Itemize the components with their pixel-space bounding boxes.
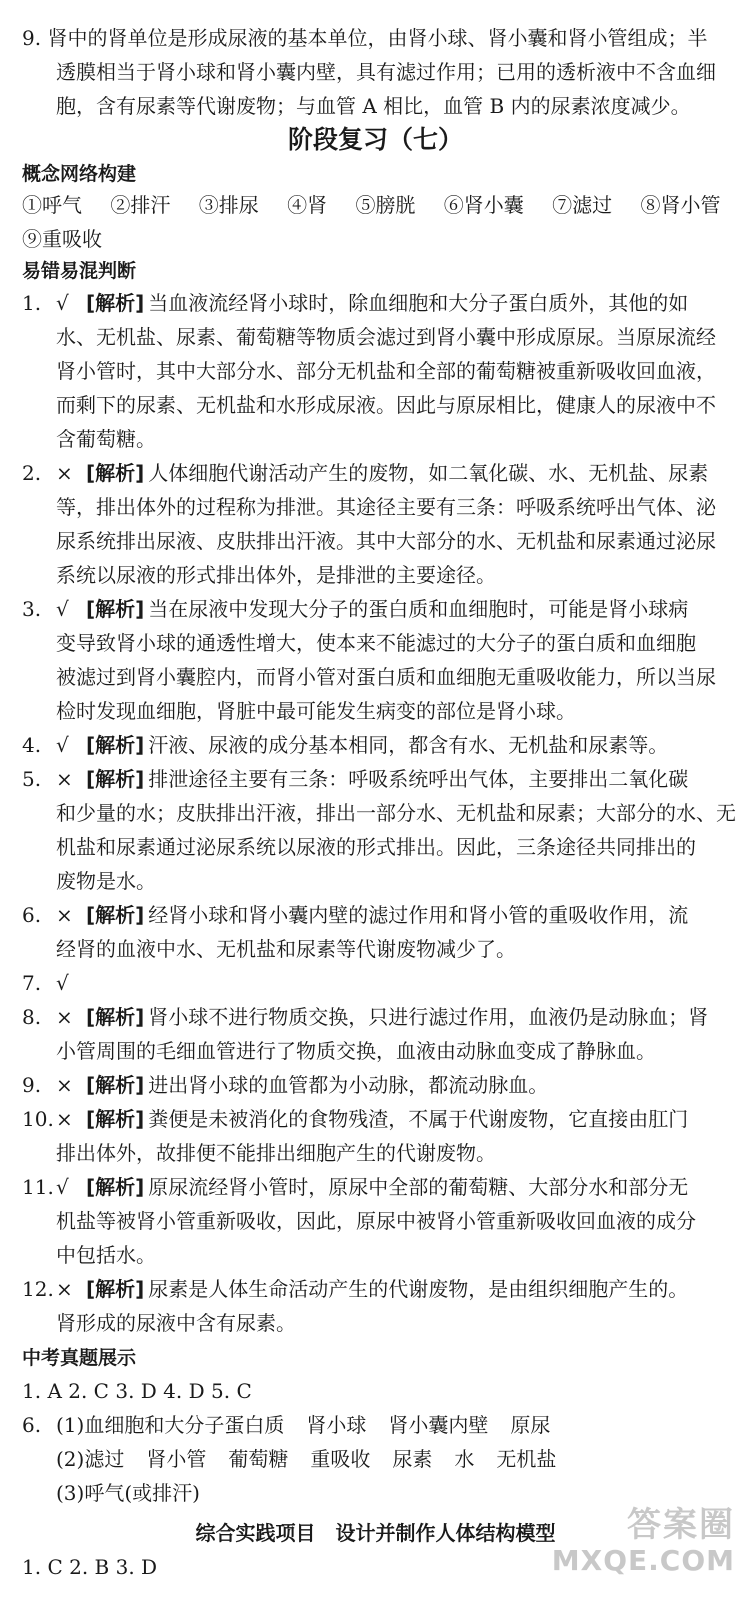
item-number: 12. (22, 1277, 54, 1301)
analysis-text: 汗液、尿液的成分基本相同，都含有水、无机盐和尿素等。 (148, 733, 669, 757)
answer-term: (3)呼气(或排汗) (56, 1481, 200, 1505)
answer-term: 尿素 (392, 1447, 433, 1471)
answer-term: 无机盐 (496, 1447, 557, 1471)
analysis-tag: [解析] (86, 1175, 145, 1199)
cross-mark: × (56, 1005, 73, 1029)
analysis-text: 尿素是人体生命活动产生的代谢废物，是由组织细胞产生的。 (148, 1277, 689, 1301)
exam-q6-part2 (56, 1445, 556, 1473)
item-number: 2. (22, 461, 42, 485)
top-line-3: 胞，含有尿素等代谢废物；与血管 A 相比，血管 B 内的尿素浓度减少。 (56, 94, 691, 118)
analysis-text: 进出肾小球的血管都为小动脉，都流动脉血。 (148, 1073, 549, 1097)
analysis-text: 变导致肾小球的通透性增大，使本来不能滤过的大分子的蛋白质和血细胞 (56, 631, 696, 655)
analysis-text: 经肾小球和肾小囊内壁的滤过作用和肾小管的重吸收作用，流 (148, 903, 689, 927)
practice-heading: 综合实践项目 设计并制作人体结构模型 (195, 1521, 556, 1545)
analysis-text: 粪便是未被消化的食物残渣，不属于代谢废物，它直接由肛门 (148, 1107, 689, 1131)
check-mark: √ (56, 733, 69, 757)
analysis-tag: [解析] (86, 903, 145, 927)
answer-term: 肾小管 (146, 1447, 207, 1471)
judge-item-5 (22, 765, 688, 793)
answer-term: 葡萄糖 (228, 1447, 289, 1471)
practice-answers-line: 1. C 2. B 3. D (22, 1555, 158, 1579)
concept-row-2 (22, 225, 102, 253)
concept-term: ①呼气 (22, 193, 82, 217)
analysis-tag: [解析] (86, 733, 145, 757)
judge-item-8 (22, 1003, 708, 1031)
analysis-text: 被滤过到肾小囊腔内，而肾小管对蛋白质和血细胞无重吸收能力，所以当尿 (56, 665, 716, 689)
judge-item-4 (22, 731, 668, 759)
exam-q6-part1 (22, 1411, 550, 1439)
analysis-text: 肾小管时，其中大部分水、部分无机盐和全部的葡萄糖被重新吸收回血液， (56, 359, 716, 383)
answer-term: 原尿 (510, 1413, 551, 1437)
analysis-text: 排泄途径主要有三条：呼吸系统呼出气体，主要排出二氧化碳 (148, 767, 689, 791)
analysis-text: 机盐等被肾小管重新吸收，因此，原尿中被肾小管重新吸收回血液的成分 (56, 1209, 696, 1233)
cross-mark: × (56, 767, 73, 791)
analysis-tag: [解析] (86, 597, 145, 621)
item-number: 4. (22, 733, 42, 757)
item-number: 8. (22, 1005, 42, 1029)
judge-item-10 (22, 1105, 688, 1133)
judge-item-11 (22, 1173, 688, 1201)
cross-mark: × (56, 1107, 73, 1131)
concept-term: ②排汗 (110, 193, 171, 217)
judge-item-1 (22, 289, 688, 317)
cross-mark: × (56, 1277, 73, 1301)
answer-term: 肾小囊内壁 (388, 1413, 489, 1437)
analysis-text: 当血液流经肾小球时，除血细胞和大分子蛋白质外，其他的如 (148, 291, 689, 315)
item-number: 5. (22, 767, 42, 791)
concept-term: ⑥肾小囊 (443, 193, 524, 217)
analysis-tag: [解析] (86, 1107, 145, 1131)
analysis-text: 人体细胞代谢活动产生的废物，如二氧化碳、水、无机盐、尿素 (148, 461, 709, 485)
answer-term: (2)滤过 (56, 1447, 125, 1471)
analysis-tag: [解析] (86, 291, 145, 315)
item-number: 1. (22, 291, 42, 315)
answer-term: 肾小球 (306, 1413, 367, 1437)
judge-item-3 (22, 595, 688, 623)
analysis-text: 含葡萄糖。 (56, 427, 156, 451)
answer-term: 水 (454, 1447, 475, 1471)
judge-item-2 (22, 459, 708, 487)
analysis-text: 当在尿液中发现大分子的蛋白质和血细胞时，可能是肾小球病 (148, 597, 689, 621)
item-number: 11. (22, 1175, 54, 1199)
analysis-text: 等，排出体外的过程称为排泄。其途径主要有三条：呼吸系统呼出气体、泌 (56, 495, 716, 519)
watermark-title: 答案圈 (627, 1505, 735, 1545)
item-number: 3. (22, 597, 42, 621)
analysis-text: 小管周围的毛细血管进行了物质交换，血液由动脉血变成了静脉血。 (56, 1039, 656, 1063)
analysis-text: 废物是水。 (56, 869, 156, 893)
analysis-text: 肾小球不进行物质交换，只进行滤过作用，血液仍是动脉血；肾 (148, 1005, 709, 1029)
analysis-tag: [解析] (86, 1277, 145, 1301)
analysis-tag: [解析] (86, 1073, 145, 1097)
top-line-2: 透膜相当于肾小球和肾小囊内壁，具有滤过作用；已用的透析液中不含血细 (56, 60, 716, 84)
analysis-text: 而剩下的尿素、无机盐和水形成尿液。因此与原尿相比，健康人的尿液中不 (56, 393, 716, 417)
concept-term: ⑨重吸收 (22, 227, 102, 251)
section-title: 阶段复习（七） (287, 125, 463, 154)
analysis-text: 检时发现血细胞，肾脏中最可能发生病变的部位是肾小球。 (56, 699, 576, 723)
top-line-1: 9. 肾中的肾单位是形成尿液的基本单位，由肾小球、肾小囊和肾小管组成；半 (22, 26, 708, 50)
concept-heading: 概念网络构建 (22, 163, 137, 185)
concept-row-1 (22, 191, 721, 219)
analysis-text: 机盐和尿素通过泌尿系统以尿液的形式排出。因此，三条途径共同排出的 (56, 835, 696, 859)
analysis-text: 肾形成的尿液中含有尿素。 (56, 1311, 296, 1335)
analysis-text: 系统以尿液的形式排出体外，是排泄的主要途径。 (56, 563, 496, 587)
watermark-url: MXQE.COM (551, 1544, 735, 1577)
item-number: 6. (22, 903, 42, 927)
item-number: 7. (22, 971, 42, 995)
check-mark: √ (56, 597, 69, 621)
analysis-text: 原尿流经肾小管时，原尿中全部的葡萄糖、大部分水和部分无 (148, 1175, 689, 1199)
cross-mark: × (56, 903, 73, 927)
analysis-tag: [解析] (86, 767, 145, 791)
cross-mark: × (56, 1073, 73, 1097)
analysis-text: 中包括水。 (56, 1243, 156, 1267)
cross-mark: × (56, 461, 73, 485)
analysis-text: 经肾的血液中水、无机盐和尿素等代谢废物减少了。 (56, 937, 516, 961)
analysis-tag: [解析] (86, 461, 145, 485)
check-mark: √ (56, 1175, 69, 1199)
item-number: 6. (22, 1413, 42, 1437)
exam-heading: 中考真题展示 (22, 1347, 137, 1369)
exam-q6-part3 (56, 1479, 200, 1507)
concept-term: ④肾 (287, 193, 328, 217)
judge-item-9 (22, 1071, 548, 1099)
analysis-text: 排出体外，故排便不能排出细胞产生的代谢废物。 (56, 1141, 496, 1165)
answer-term: 重吸收 (310, 1447, 371, 1471)
watermark-logo (552, 1505, 735, 1577)
analysis-text: 尿系统排出尿液、皮肤排出汗液。其中大部分的水、无机盐和尿素通过泌尿 (56, 529, 716, 553)
judge-item-12 (22, 1275, 688, 1303)
check-mark: √ (56, 971, 69, 995)
answer-term: (1)血细胞和大分子蛋白质 (56, 1413, 285, 1437)
item-number: 10. (22, 1107, 54, 1131)
concept-term: ⑤膀胱 (355, 193, 416, 217)
item-number: 9. (22, 1073, 42, 1097)
concept-term: ⑧肾小管 (640, 193, 721, 217)
check-mark: √ (56, 291, 69, 315)
analysis-text: 和少量的水；皮肤排出汗液，排出一部分水、无机盐和尿素；大部分的水、无 (56, 801, 736, 825)
judge-item-7 (22, 969, 86, 997)
exam-answers-line: 1. A 2. C 3. D 4. D 5. C (22, 1379, 252, 1403)
concept-term: ③排尿 (198, 193, 259, 217)
judge-heading: 易错易混判断 (22, 260, 137, 282)
judge-item-6 (22, 901, 688, 929)
analysis-text: 水、无机盐、尿素、葡萄糖等物质会滤过到肾小囊中形成原尿。当原尿流经 (56, 325, 716, 349)
analysis-tag: [解析] (86, 1005, 145, 1029)
concept-term: ⑦滤过 (552, 193, 613, 217)
